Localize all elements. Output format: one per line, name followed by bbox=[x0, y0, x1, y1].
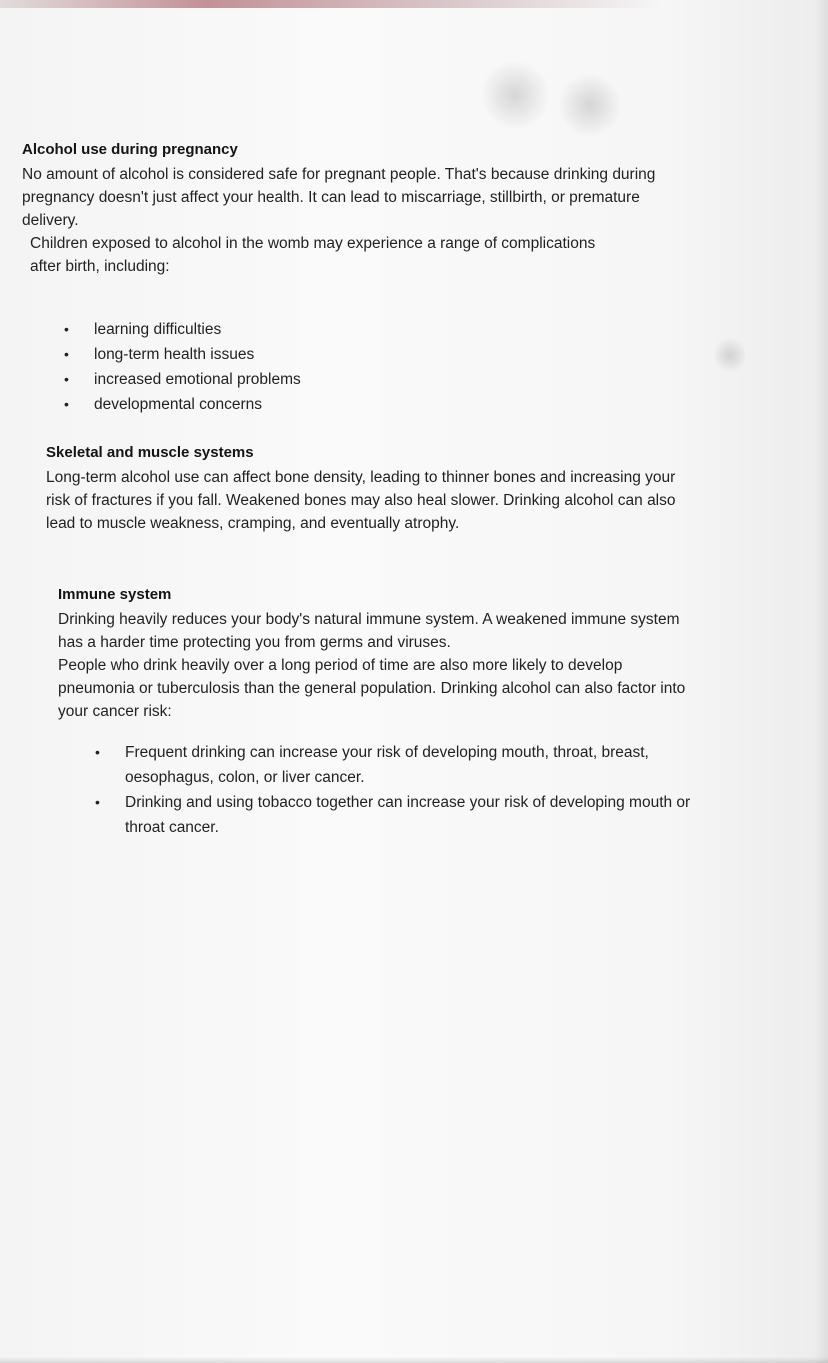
paper-smudge bbox=[560, 70, 620, 140]
paper-right-edge bbox=[814, 0, 828, 1363]
list-item bbox=[95, 740, 685, 790]
pregnancy-bullet-list bbox=[64, 317, 564, 417]
section-paragraph: Long-term alcohol use can affect bone density, leading to thinner bones and increasing your risk of fractures if you fall. Weakened bones may also heal slower. Drinking alcohol can also lead to muscle weakness, cramping, and eventually atrophy. bbox=[46, 469, 676, 532]
list-item bbox=[95, 790, 695, 840]
paper-bottom-edge bbox=[0, 1357, 828, 1363]
list-item-text: Frequent drinking can increase your risk of developing mouth, throat, breast, oesophagus, colon, or liver cancer. bbox=[125, 744, 649, 786]
section-skeletal-muscle bbox=[46, 441, 706, 535]
section-heading: Immune system bbox=[58, 586, 172, 603]
bullet-icon: • bbox=[64, 346, 69, 362]
paper-top-edge bbox=[0, 0, 828, 8]
list-item-text: long-term health issues bbox=[94, 346, 255, 363]
section-paragraph: Drinking heavily reduces your body's natural immune system. A weakened immune system has a harder time protecting you from germs and viruses. bbox=[58, 611, 680, 651]
list-item bbox=[64, 392, 564, 417]
bullet-icon: • bbox=[95, 794, 100, 810]
section-paragraph: People who drink heavily over a long period of time are also more likely to develop pneumonia or tuberculosis than the general population. Drinking alcohol can also factor into your cancer risk: bbox=[58, 657, 686, 720]
section-immune bbox=[58, 583, 718, 723]
immune-bullet-list bbox=[95, 740, 695, 840]
list-item bbox=[64, 367, 564, 392]
list-item bbox=[64, 342, 564, 367]
section-paragraph: Children exposed to alcohol in the womb may experience a range of complications after birth, including: bbox=[30, 235, 596, 275]
list-item-text: learning difficulties bbox=[94, 321, 222, 338]
paper-smudge bbox=[480, 60, 550, 130]
bullet-icon: • bbox=[64, 371, 69, 387]
section-pregnancy bbox=[22, 138, 682, 278]
list-item-text: developmental concerns bbox=[94, 396, 263, 413]
bullet-icon: • bbox=[64, 321, 69, 337]
section-heading: Skeletal and muscle systems bbox=[46, 444, 254, 461]
list-item bbox=[64, 317, 564, 342]
section-paragraph: No amount of alcohol is considered safe for pregnant people. That's because drinking during pregnancy doesn't just affect your health. It can lead to miscarriage, stillbirth, or premature delivery. bbox=[22, 166, 656, 229]
list-item-text: increased emotional problems bbox=[94, 371, 301, 388]
list-item-text: Drinking and using tobacco together can increase your risk of developing mouth or throat cancer. bbox=[125, 794, 691, 836]
section-heading: Alcohol use during pregnancy bbox=[22, 141, 238, 158]
bullet-icon: • bbox=[64, 396, 69, 412]
bullet-icon: • bbox=[95, 744, 100, 760]
paper-smudge bbox=[715, 335, 745, 375]
